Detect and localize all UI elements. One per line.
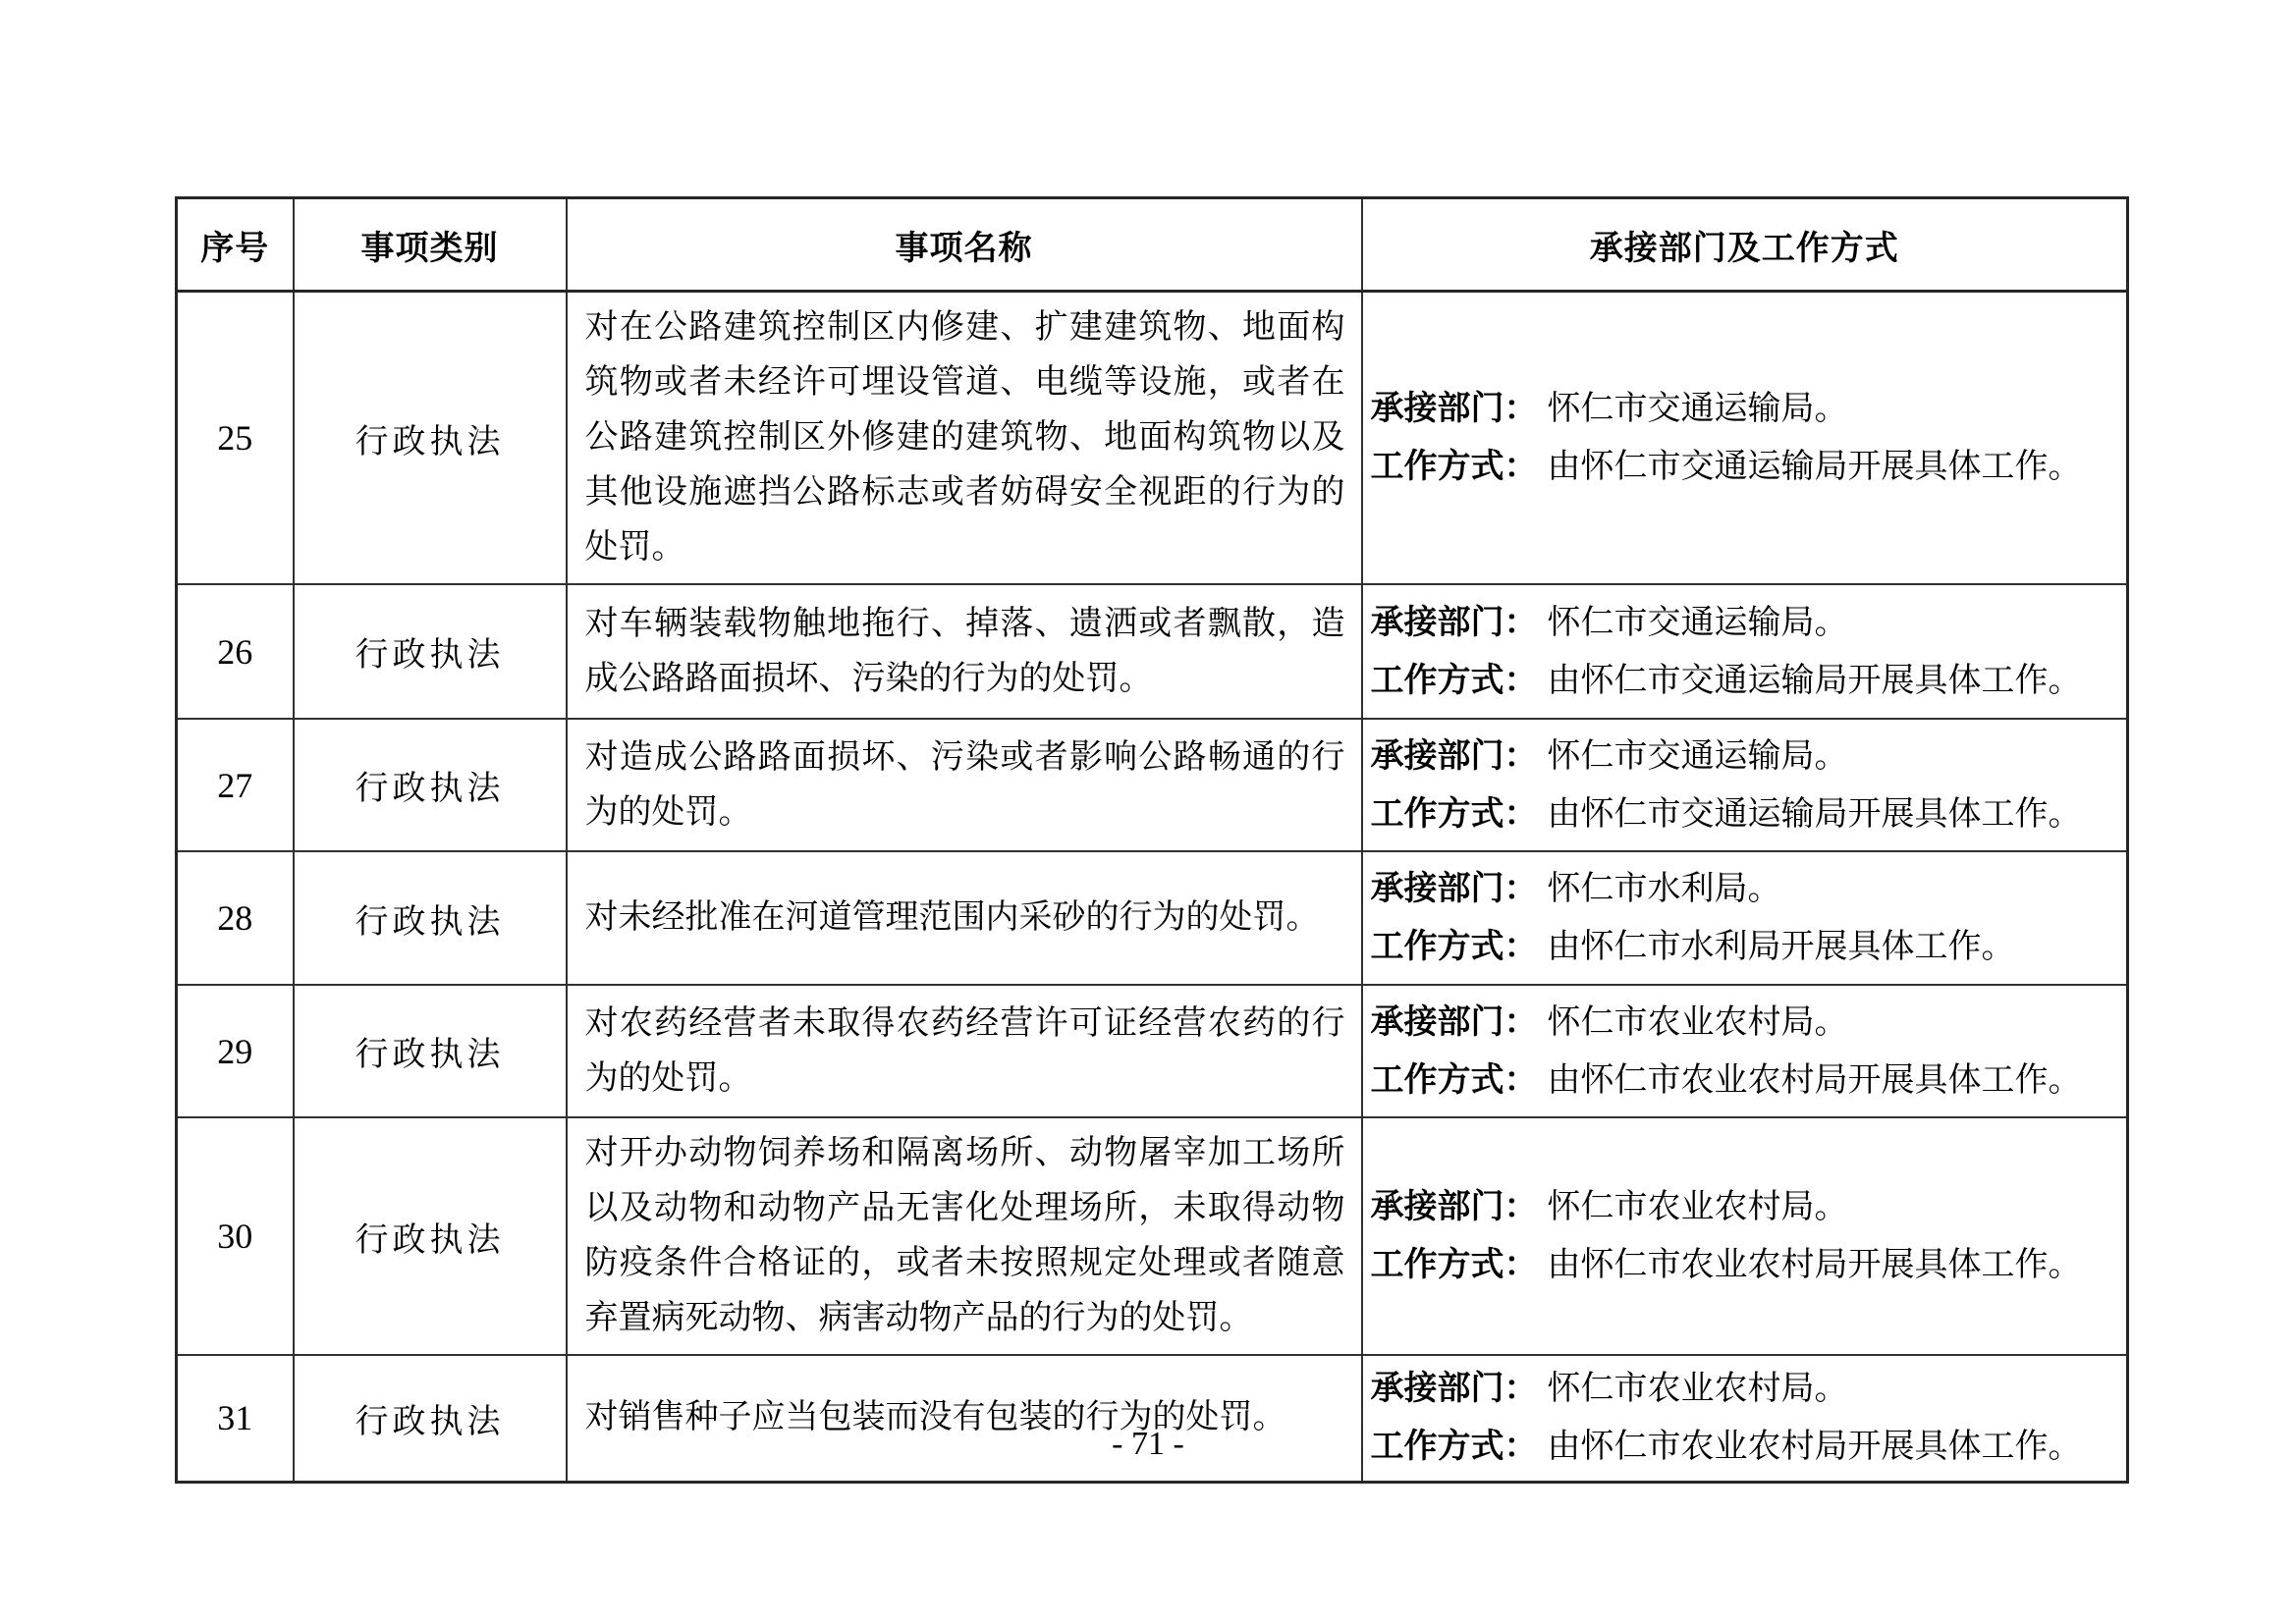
cell-category: 行政执法 [294,985,567,1117]
cell-category: 行政执法 [294,584,567,719]
method-value: 由怀仁市交通运输局开展具体工作。 [1547,449,2082,485]
cell-category: 行政执法 [294,851,567,985]
method-label: 工作方式： [1370,661,1538,699]
method-value: 由怀仁市交通运输局开展具体工作。 [1547,662,2082,699]
cell-seq: 25 [177,292,294,585]
department-line [1371,994,2119,1052]
department-label: 承接部门： [1370,736,1538,775]
cell-seq: 27 [177,719,294,851]
department-value: 怀仁市农业农村局。 [1547,1189,1848,1225]
department-value: 怀仁市农业农村局。 [1547,1003,1848,1041]
method-line [1371,918,2119,976]
cell-seq: 26 [177,584,294,719]
method-value: 由怀仁市农业农村局开展具体工作。 [1547,1247,2082,1283]
department-line [1371,860,2119,918]
department-label: 承接部门： [1370,1188,1538,1225]
method-label: 工作方式： [1370,1428,1538,1466]
department-value: 怀仁市交通运输局。 [1547,737,1848,775]
items-table [175,196,2129,1484]
cell-item-name: 对开办动物饲养场和隔离场所、动物屠宰加工场所以及动物和动物产品无害化处理场所，未取得动物防疫条件合格证的，或者未按照规定处理或者随意弃置病死动物、病害动物产品的行为的处罚。 [567,1117,1362,1355]
cell-seq: 28 [177,851,294,985]
method-label: 工作方式： [1370,448,1538,485]
table-row [177,584,2128,719]
department-value: 怀仁市交通运输局。 [1547,391,1848,427]
page-number: - 71 - [1112,1426,1184,1462]
table-row [177,1117,2128,1355]
table-header-row [177,198,2128,292]
cell-item-name: 对在公路建筑控制区内修建、扩建建筑物、地面构筑物或者未经许可埋设管道、电缆等设施，或者在公路建筑控制区外修建的建筑物、地面构筑物以及其他设施遮挡公路标志或者妨碍安全视距的行为的处罚。 [567,292,1362,585]
cell-category: 行政执法 [294,719,567,851]
department-label: 承接部门： [1370,603,1538,641]
cell-department [1362,292,2128,585]
cell-category: 行政执法 [294,1355,567,1482]
cell-category: 行政执法 [294,292,567,585]
cell-seq: 30 [177,1117,294,1355]
department-line [1371,380,2119,438]
department-label: 承接部门： [1370,1370,1538,1408]
cell-department [1362,1117,2128,1355]
method-line [1371,438,2119,496]
method-label: 工作方式： [1370,1060,1538,1099]
table-row [177,851,2128,985]
method-value: 由怀仁市农业农村局开展具体工作。 [1547,1061,2082,1099]
table-row [177,985,2128,1117]
cell-department [1362,719,2128,851]
header-seq: 序号 [177,198,294,292]
method-label: 工作方式： [1370,928,1538,965]
cell-category: 行政执法 [294,1117,567,1355]
department-value: 怀仁市农业农村局。 [1547,1371,1848,1408]
department-value: 怀仁市水利局。 [1547,871,1781,907]
cell-department [1362,851,2128,985]
method-line [1371,785,2119,843]
header-category: 事项类别 [294,198,567,292]
method-label: 工作方式： [1370,1246,1538,1283]
department-line [1371,728,2119,785]
department-line [1371,1178,2119,1236]
department-label: 承接部门： [1370,870,1538,907]
method-value: 由怀仁市交通运输局开展具体工作。 [1547,795,2082,833]
cell-item-name: 对造成公路路面损坏、污染或者影响公路畅通的行为的处罚。 [567,719,1362,851]
department-line [1371,594,2119,652]
department-label: 承接部门： [1370,390,1538,427]
method-line [1371,1236,2119,1294]
table-row [177,292,2128,585]
table-row [177,719,2128,851]
cell-seq: 31 [177,1355,294,1482]
cell-department [1362,985,2128,1117]
method-line [1371,652,2119,710]
cell-item-name: 对农药经营者未取得农药经营许可证经营农药的行为的处罚。 [567,985,1362,1117]
cell-seq: 29 [177,985,294,1117]
method-label: 工作方式： [1370,794,1538,833]
cell-item-name: 对未经批准在河道管理范围内采砂的行为的处罚。 [567,851,1362,985]
header-department: 承接部门及工作方式 [1362,198,2128,292]
department-label: 承接部门： [1370,1002,1538,1041]
department-line [1371,1360,2119,1418]
cell-department [1362,584,2128,719]
header-name: 事项名称 [567,198,1362,292]
method-value: 由怀仁市农业农村局开展具体工作。 [1547,1429,2082,1466]
department-value: 怀仁市交通运输局。 [1547,604,1848,641]
method-line [1371,1052,2119,1109]
cell-item-name: 对车辆装载物触地拖行、掉落、遗洒或者飘散，造成公路路面损坏、污染的行为的处罚。 [567,584,1362,719]
method-value: 由怀仁市水利局开展具体工作。 [1547,929,2015,965]
cell-item-name: 对销售种子应当包装而没有包装的行为的处罚。 [567,1355,1362,1482]
